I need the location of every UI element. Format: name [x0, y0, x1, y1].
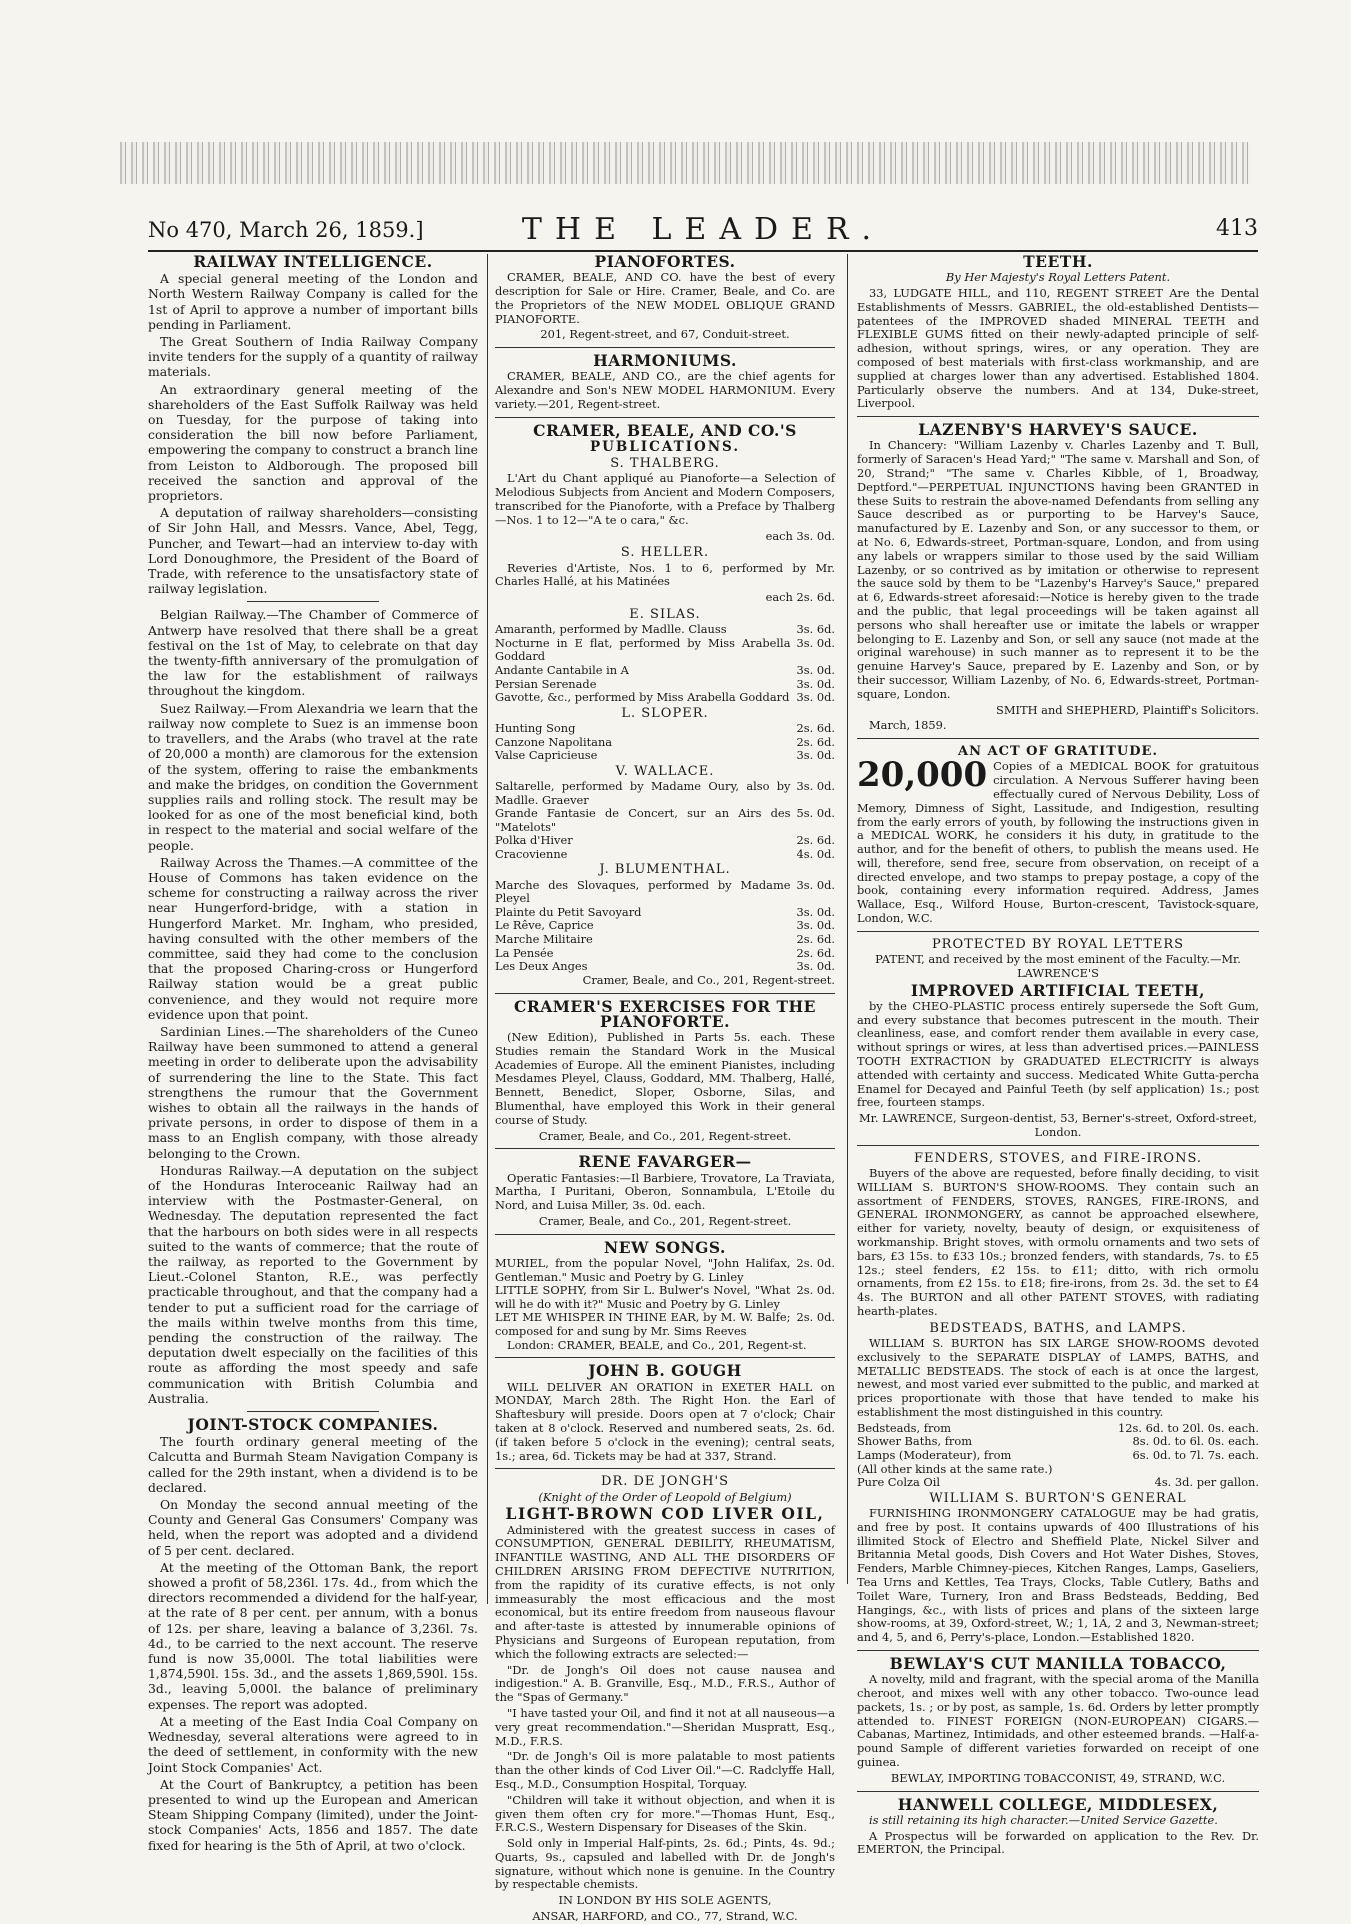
ad-headline: IMPROVED ARTIFICIAL TEETH, [910, 980, 1206, 1000]
newspaper-title: THE LEADER. [521, 212, 885, 247]
item-price: 3s. 0d. [796, 676, 835, 691]
divider [857, 1791, 1259, 1792]
item-price: 2s. 6d. [796, 945, 835, 960]
ad-text: A novelty, mild and fragrant, with the special aroma of the Manilla cheroot, and mixes well with any other tobacco. Two-ounce lead packets, 1s. ; or by post, as sample, 1s. 6d. Orders by letter promptly attended to. FINEST FOREIGN (NON-EUROPEAN) CIGARS.—Cabanas, Martinez, Intimidads, and other esteemed brands. —Half-a-pound Sample of different varieties forwarded on receipt of one guinea. [857, 1672, 1259, 1769]
column-1 [148, 252, 478, 1853]
ad-agents: IN LONDON BY HIS SOLE AGENTS, [558, 1893, 772, 1908]
divider [495, 1468, 835, 1469]
ad-text: Sold only in Imperial Half-pints, 2s. 6d.; Pints, 4s. 9d.; Quarts, 9s., capsuled and labelled with Dr. de Jongh's signature, without which none is genuine. In the Country by respectable chemists. [495, 1836, 835, 1892]
paragraph: At the Court of Bankruptcy, a petition has been presented to wind up the European and American Steam Shipping Company (limited), under the Joint-stock Companies' Acts, 1856 and 1857. The date fixed for hearing is the 5th of April, at two o'clock. [148, 1776, 478, 1853]
testimonial: "I have tasted your Oil, and find it not at all nauseous—a very great recommendation."—Sheridan Muspratt, Esq., M.D., F.R.S. [495, 1705, 835, 1748]
divider [495, 417, 835, 418]
paragraph: On Monday the second annual meeting of the County and General Gas Consumers' Company was held, when the report was adopted and a dividend of 5 per cent. declared. [148, 1497, 478, 1558]
item-price: 6s. 0d. to 7l. 7s. each. [1132, 1447, 1259, 1462]
price: each 2s. 6d. [765, 590, 835, 605]
ad-text: Reveries d'Artiste, Nos. 1 to 6, performed by Mr. Charles Hallé, at his Matinées [495, 560, 835, 589]
ad-text: 33, LUDGATE HILL, and 110, REGENT STREET Are the Dental Establishments of Messrs. GABRIEL, the old-established Dentists—patentees of the IMPROVED shaded MINERAL TEETH and FLEXIBLE GUMS fitted on their newly-adapted principle of self-adhesion, without springs, wires, or any operation. They are composed of best materials with first-class workmanship, and are supplied at charges lower than any advertised. Established 1804. Particularly observe the numbers. And at 134, Duke-street, Liverpool. [857, 286, 1259, 411]
list-item [495, 664, 835, 678]
ad-address: BEWLAY, IMPORTING TOBACCONIST, 49, STRAND, W.C. [890, 1770, 1226, 1785]
list-item [495, 623, 835, 637]
price-list [495, 879, 835, 974]
list-item [495, 834, 835, 848]
ad-title: HARMONIUMS. [593, 351, 737, 371]
ad-text: by the CHEO-PLASTIC process entirely supersede the Soft Gum, and every substance that becomes putrescent in the mouth. Their cleanliness, ease, and comfort render them available in every case, without springs or wires, at less than advertised prices.—PAINLESS TOOTH EXTRACTION by GRADUATED ELECTRICITY is always attended with certainty and success. Medicated White Gutta-percha Enamel for Decayed and Painful Teeth (by self application) 1s.; post free, fourteen stamps. [857, 998, 1259, 1110]
column-divider [487, 254, 488, 1604]
item-name: LET ME WHISPER IN THINE EAR, by M. W. Balfe; composed for and sung by Mr. Sims Reeves [495, 1310, 791, 1338]
item-name: Valse Capricieuse [495, 748, 598, 763]
paragraph: Railway Across the Thames.—A committee of the House of Commons has taken evidence on the scheme for constructing a railway across the river near Hungerford-bridge, with a station in Hungerford Market. Mr. Ingham, who presided, having consulted with the other members of the committee, said they had come to the conclusion that the proposed Charing-cross or Hungerford Railway station would be a great public convenience, and they would not require more evidence upon that point. [148, 854, 478, 1022]
item-name: Les Deux Anges [495, 959, 588, 974]
ad-address: Cramer, Beale, and Co., 201, Regent-street. [538, 1128, 792, 1143]
ad-text [857, 755, 1259, 926]
item-name: Hunting Song [495, 720, 576, 735]
ad-title: FENDERS, STOVES, and FIRE-IRONS. [913, 1150, 1203, 1166]
ad-address: Mr. LAWRENCE, Surgeon-dentist, 53, Berner's-street, Oxford-street, London. [859, 1111, 1257, 1140]
ad-headline: LIGHT-BROWN COD LIVER OIL, [505, 1504, 825, 1524]
ad-text: L'Art du Chant appliqué au Pianoforte—a Selection of Melodious Subjects from Ancient and Modern Composers, transcribed for the Pianoforte, with a Preface by Thalberg—Nos. 1 to 12—"A te o cara," &c. [495, 471, 835, 527]
item-name: Grande Fantasie de Concert, sur an Airs des "Matelots" [495, 806, 791, 834]
paragraph: Honduras Railway.—A deputation on the subject of the Honduras Interoceanic Railway had an interview with the Postmaster-General, on Wednesday. The deputation represented the fact that the harbours on both sides were in all respects suited to the wants of commerce; that the route of the railway, as reported to the Government by Lieut.-Colonel Stanton, R.E., was perfectly practicable throughout, and that the company had a tender to put a sufficient road for the carriage of the mails within twelve months from this time, pending the construction of the railway. The deputation dwelt especially on the facilities of this route as affording the most speedy and safe communication with British Columbia and Australia. [148, 1162, 478, 1406]
ad-number: 20,000 [857, 755, 988, 796]
divider [857, 1650, 1259, 1651]
item-price: 3s. 0d. [796, 778, 835, 793]
paragraph: Sardinian Lines.—The shareholders of the Cuneo Railway have been summoned to attend a general meeting in order to deliberate upon the advisability of surrendering the line to the State. This fact strengthens the rumour that the Government wishes to obtain all the railways in the hands of private persons, in order to dispose of them in a mass to an English company, with those already belonging to the Crown. [148, 1023, 478, 1161]
divider [857, 416, 1259, 417]
divider [247, 1411, 379, 1412]
item-price: 3s. 0d. [796, 877, 835, 892]
composer-name: J. BLUMENTHAL. [599, 862, 731, 878]
list-item [495, 960, 835, 974]
divider [247, 601, 379, 602]
item-name: Cracovienne [495, 846, 568, 861]
item-price: 3s. 0d. [796, 635, 835, 650]
column-3 [857, 252, 1259, 1857]
ad-text: CRAMER, BEALE, AND CO., are the chief agents for Alexandre and Son's NEW MODEL HARMONIUM. Every variety.—201, Regent-street. [495, 369, 835, 411]
item-price: 3s. 6d. [796, 622, 835, 637]
item-price: 5s. 0d. [796, 806, 835, 821]
list-item [495, 678, 835, 692]
scan-noise-band [120, 142, 1250, 184]
ad-text: PATENT, and received by the most eminent of the Faculty.—Mr. LAWRENCE'S [875, 952, 1241, 980]
ad-title: PIANOFORTES. [594, 252, 736, 271]
ad-text: WILLIAM S. BURTON has SIX LARGE SHOW-ROOMS devoted exclusively to the SEPARATE DISPLAY of LAMPS, BATHS, and METALLIC BEDSTEADS. The stock of each is at once the largest, newest, and most varied ever submitted to the public, and marked at prices proportionate with those that have tended to make his establishment the most distinguished in this country. [857, 1336, 1259, 1419]
paragraph: A deputation of railway shareholders—consisting of Sir John Hall, and Messrs. Vance, Abel, Tegg, Puncher, and Tewart—had an interview to-day with Lord Donoughmore, the President of the Board of Trade, with reference to the unsatisfactory state of railway legislation. [148, 505, 478, 597]
ad-subtitle: (Knight of the Order of Leopold of Belgium) [538, 1489, 792, 1504]
divider [857, 738, 1259, 739]
paragraph: The fourth ordinary general meeting of the Calcutta and Burmah Steam Navigation Company is called for the 29th instant, when a dividend is to be declared. [148, 1434, 478, 1495]
ad-text: Administered with the greatest success in cases of CONSUMPTION, GENERAL DEBILITY, RHEUMATISM, INFANTILE WASTING, AND ALL THE DISORDERS OF CHILDREN ARISING FROM DEFECTIVE NUTRITION, from the rapidity of its curative effects, is not only immeasurably the most efficacious and the most economical, but its entire freedom from nauseous flavour and after-taste is attested by innumerable opinions of Physicians and Surgeons of European reputation, from which the following extracts are selected:— [495, 1522, 835, 1661]
price-list [495, 1257, 835, 1339]
list-item [857, 1422, 1259, 1436]
paragraph: At a meeting of the East India Coal Company on Wednesday, several alterations were agreed to in the deed of settlement, in conformity with the new Joint Stock Companies' Act. [148, 1713, 478, 1775]
item-name: Amaranth, performed by Madlle. Clauss [495, 622, 727, 637]
ad-title: JOHN B. GOUGH [588, 1361, 742, 1381]
item-price: 3s. 0d. [796, 690, 835, 705]
item-price: 8s. 0d. to 6l. 0s. each. [1132, 1434, 1259, 1449]
list-item [495, 691, 835, 705]
item-name: La Pensée [495, 945, 554, 960]
item-name: Saltarelle, performed by Madame Oury, also by Madlle. Graever [495, 778, 791, 807]
paragraph: A special general meeting of the London and North Western Railway Company is called for the 1st of April to approve a number of important bills pending in Parliament. [148, 271, 478, 332]
item-price: 3s. 0d. [796, 904, 835, 919]
item-price: 2s. 6d. [796, 720, 835, 735]
price-list [495, 722, 835, 763]
column-divider [847, 254, 848, 1584]
item-price: 3s. 0d. [796, 959, 835, 974]
section-title: JOINT-STOCK COMPANIES. [187, 1415, 439, 1435]
composer-name: V. WALLACE. [615, 763, 715, 779]
ad-address: 201, Regent-street, and 67, Conduit-street. [540, 327, 790, 342]
ad-text: (New Edition), Published in Parts 5s. each. These Studies remain the Standard Work in the Musical Academies of Europe. All the eminent Pianistes, including Mesdames Pleyel, Clauss, Goddard, MM. Thalberg, Hallé, Bennett, Benedict, Sloper, Osborne, Silas, and Blumenthal, have employed this Work in their general course of Study. [495, 1030, 835, 1127]
ad-title: HANWELL COLLEGE, MIDDLESEX, [897, 1794, 1219, 1814]
ad-text: A Prospectus will be forwarded on application to the Rev. Dr. EMERTON, the Principal. [857, 1828, 1259, 1857]
list-item [495, 722, 835, 736]
item-price: 3s. 0d. [796, 662, 835, 677]
item-price: 4s. 3d. per gallon. [1154, 1475, 1259, 1490]
composer-name: S. HELLER. [620, 545, 710, 561]
ad-address: ANSAR, HARFORD, and CO., 77, Strand, W.C. [532, 1909, 798, 1924]
ad-text: WILL DELIVER AN ORATION in EXETER HALL on MONDAY, March 28th. The Right Hon. the Earl of Shaftesbury will preside. Doors open at 7 o'clock; Chair taken at 8 o'clock. Reserved and numbered seats, 2s. 6d. (if taken before 5 o'clock in the evening); central seats, 1s.; area, 6d. Tickets may be had at 337, Strand. [495, 1379, 835, 1463]
list-item [495, 736, 835, 750]
list-item [857, 1449, 1259, 1463]
list-item [495, 919, 835, 933]
page-number: 413 [1216, 216, 1258, 241]
item-price: 2s. 6d. [796, 932, 835, 947]
testimonial: "Children will take it without objection, and when it is given them often cry for more."—Thomas Hunt, Esq., F.R.C.S., Western Dispensary for Diseases of the Skin. [495, 1792, 835, 1835]
item-name: MURIEL, from the popular Novel, "John Halifax, Gentleman." Music and Poetry by G. Linley [495, 1256, 791, 1284]
ad-text: FURNISHING IRONMONGERY CATALOGUE may be had gratis, and free by post. It contains upwards of 400 Illustrations of his illimited Stock of Electro and Sheffield Plate, Nickel Silver and Britannia Metal goods, Dish Covers and Hot Water Dishes, Stoves, Fenders, Marble Chimney-pieces, Kitchen Ranges, Lamps, Gaseliers, Tea Urns and Kettles, Tea Trays, Clocks, Table Cutlery, Baths and Toilet Ware, Turnery, Iron and Brass Bedsteads, Bedding, Bed Hangings, &c., with lists of prices and plans of the sixteen large show-rooms, at 39, Oxford-street, W.; 1, 1A, 2 and 3, Newman-street; and 4, 5, and 6, Perry's-place, London.—Established 1820. [857, 1505, 1259, 1645]
item-name: Plainte du Petit Savoyard [495, 904, 642, 919]
issue-date: No 470, March 26, 1859.] [148, 218, 424, 242]
list-item [495, 947, 835, 961]
paragraph: Belgian Railway.—The Chamber of Commerce of Antwerp have resolved that there shall be a great festival on the 1st of May, to celebrate on that day the twenty-fifth anniversary of the promulgation of the law for the establishment of railways throughout the kingdom. [148, 607, 478, 699]
ad-address: Cramer, Beale, and Co., 201, Regent-street. [538, 1214, 792, 1229]
masthead [148, 212, 1258, 248]
list-item [495, 906, 835, 920]
ad-date: March, 1859. [869, 718, 947, 733]
item-name: Shower Baths, from [857, 1434, 973, 1449]
item-name: Nocturne in E flat, performed by Miss Arabella Goddard [495, 635, 791, 664]
ad-text: Buyers of the above are requested, before finally deciding, to visit WILLIAM S. BURTON'S SHOW-ROOMS. They contain such an assortment of FENDERS, STOVES, RANGES, FIRE-IRONS, and GENERAL IRONMONGERY, as cannot be approached elsewhere, either for variety, novelty, beauty of design, or exquisiteness of workmanship. Bright stoves, with ormolu ornaments and two sets of bars, £3 15s. to £33 10s.; bronzed fenders, with standards, 7s. to £5 12s.; steel fenders, £2 15s. to £11; ditto, with rich ormolu ornaments, from £2 15s. to £18; fire-irons, from 2s. 3d. the set to £4 4s. The BURTON and all other PATENT STOVES, with radiating hearth-plates. [857, 1166, 1259, 1319]
item-name: Gavotte, &c., performed by Miss Arabella Goddard [495, 690, 790, 705]
item-price: 2s. 0d. [796, 1310, 835, 1325]
list-item [857, 1463, 1259, 1477]
item-name: Canzone Napolitana [495, 734, 613, 749]
ad-address: London: CRAMER, BEALE, and Co., 201, Regent-st. [507, 1337, 807, 1352]
item-price: 2s. 6d. [796, 734, 835, 749]
list-item [495, 807, 835, 834]
item-name: LITTLE SOPHY, from Sir L. Bulwer's Novel, "What will he do with it?" Music and Poetry by G. Linley [495, 1283, 791, 1311]
divider [495, 993, 835, 994]
ad-title: BEDSTEADS, BATHS, and LAMPS. [929, 1320, 1187, 1336]
list-item [495, 1284, 835, 1311]
ad-title: DR. DE JONGH'S [601, 1474, 729, 1490]
ad-title: CRAMER, BEALE, AND CO.'S [533, 420, 797, 440]
item-name: Polka d'Hiver [495, 833, 573, 848]
divider [495, 1234, 835, 1235]
list-item [495, 1311, 835, 1338]
list-item [495, 780, 835, 807]
item-name: Andante Cantabile in A [495, 662, 629, 677]
composer-name: E. SILAS. [629, 606, 701, 622]
price-list [495, 623, 835, 705]
list-item [495, 1257, 835, 1284]
item-name: Marche Militaire [495, 932, 593, 947]
composer-name: S. THALBERG. [610, 456, 720, 472]
item-price: 2s. 0d. [796, 1256, 835, 1271]
item-price: 2s. 0d. [796, 1283, 835, 1298]
item-price: 3s. 0d. [796, 918, 835, 933]
price-list [857, 1422, 1259, 1490]
item-name: Le Rêve, Caprice [495, 918, 594, 933]
ad-title: WILLIAM S. BURTON'S GENERAL [929, 1490, 1187, 1506]
item-name: Marche des Slovaques, performed by Madame Pleyel [495, 877, 791, 906]
item-price: 2s. 6d. [796, 833, 835, 848]
ad-address: Cramer, Beale, and Co., 201, Regent-street. [582, 972, 835, 987]
paragraph: Suez Railway.—From Alexandria we learn that the railway now complete to Suez is an immense boon to travellers, and the Arabs (who travel at the rate of 20,000 a month) are clamorous for the extension of the system, offering to raise the embankments and make the bridges, on condition the Government supplies rails and rolling stock. The result may be looked for as one of the most beneficial kind, both in respect to the material and social welfare of the people. [148, 700, 478, 853]
ad-title: RENE FAVARGER— [578, 1152, 752, 1172]
list-item [857, 1435, 1259, 1449]
ad-text: In Chancery: "William Lazenby v. Charles Lazenby and T. Bull, formerly of Saracen's Head Yard;" "The same v. Marshall and Son, of 20, Strand;" "The same v. Charles Kibble, of 1, Broadway, Deptford."—PERPETUAL INJUNCTIONS having been GRANTED in these Suits to restrain the above-named Defendants from selling any Sauce described as or purporting to be Harvey's Sauce, manufactured by E. Lazenby and Son, or any successor to them, or at No. 6, Edwards-street, Portman-square, London, and from using any labels or wrappers similar to those used by the said William Lazenby, or so contrived as by imitation or otherwise to represent the sauce sold by them to be "Lazenby's Harvey's Sauce," prepared at 6, Edwards-street aforesaid:—Notice is hereby given to the trade and the public, that legal proceedings will be taken against all persons who shall hereafter use or imitate the labels or wrapper belonging to E. Lazenby and Son, or sell any sauce (not made at the original warehouse) in such manner as to represent it to be the genuine Harvey's Sauce, prepared by E. Lazenby and Son, or by their successor, William Lazenby, of No. 6, Edwards-street, Portman-square, London. [857, 438, 1259, 701]
list-item [495, 848, 835, 862]
list-item [857, 1476, 1259, 1490]
ad-title: PROTECTED BY ROYAL LETTERS [931, 936, 1185, 952]
item-name: (All other kinds at the same rate.) [857, 1461, 1053, 1476]
testimonial: "Dr. de Jongh's Oil is more palatable to most patients than the other kinds of Cod Liver Oil."—C. Radclyffe Hall, Esq., M.D., Consumption Hospital, Torquay. [495, 1749, 835, 1791]
price-list [495, 780, 835, 862]
composer-name: L. SLOPER. [621, 705, 709, 721]
list-item [495, 879, 835, 906]
ad-text: CRAMER, BEALE, AND CO. have the best of every description for Sale or Hire. Cramer, Beale, and Co. are the Proprietors of the NEW MODEL OBLIQUE GRAND PIANOFORTE. [495, 270, 835, 326]
item-name: Persian Serenade [495, 676, 597, 691]
divider [495, 347, 835, 348]
ad-title: BEWLAY'S CUT MANILLA TOBACCO, [889, 1653, 1227, 1673]
column-2 [495, 252, 835, 1924]
list-item [495, 933, 835, 947]
ad-signature: SMITH and SHEPHERD, Plaintiff's Solicitors. [996, 702, 1259, 717]
ad-text: Copies of a MEDICAL BOOK for gratuitous circulation. A Nervous Sufferer having been effectually cured of Nervous Debility, Loss of Memory, Dimness of Sight, Lassitude, and Indigestion, resulting from the early errors of youth, by following the instructions given in a MEDICAL WORK, he considers it his duty, in gratitude to the author, and for the benefit of others, to publish the means used. He will, therefore, send free, secure from observation, on receipt of a directed envelope, and two stamps to prepay postage, a copy of the book, containing every information required. Address, James Wallace, Esq., Wilford House, Burton-crescent, Tavistock-square, London, W.C. [857, 759, 1259, 926]
ad-title: NEW SONGS. [604, 1237, 726, 1257]
ad-subtitle: PUBLICATIONS. [589, 438, 741, 455]
ad-subtitle: By Her Majesty's Royal Letters Patent. [945, 270, 1171, 285]
ad-title: CRAMER'S EXERCISES FOR THE PIANOFORTE. [514, 996, 816, 1031]
list-item [495, 749, 835, 763]
paragraph: An extraordinary general meeting of the shareholders of the East Suffolk Railway was held on Tuesday, for the purpose of taking into consideration the bill now before Parliament, empowering the company to construct a branch line from Leiston to Aldborough. The proposed bill received the sanction and approval of the proprietors. [148, 381, 478, 504]
ad-text: is still retaining its high character.—United Service Gazette. [869, 1812, 1218, 1827]
ad-title: LAZENBY'S HARVEY'S SAUCE. [918, 420, 1198, 440]
divider [857, 931, 1259, 932]
divider [495, 1357, 835, 1358]
item-name: Bedsteads, from [857, 1420, 952, 1435]
testimonial: "Dr. de Jongh's Oil does not cause nausea and indigestion." A. B. Granville, Esq., M.D., F.R.S., Author of the "Spas of Germany." [495, 1662, 835, 1705]
price: each 3s. 0d. [765, 528, 835, 543]
ad-title: TEETH. [1023, 252, 1093, 271]
list-item [495, 637, 835, 664]
item-name: Lamps (Moderateur), from [857, 1447, 1012, 1462]
section-title: RAILWAY INTELLIGENCE. [193, 252, 433, 271]
item-price: 3s. 0d. [796, 748, 835, 763]
divider [495, 1148, 835, 1149]
item-price: 12s. 6d. to 20l. 0s. each. [1118, 1420, 1259, 1435]
item-price: 4s. 0d. [796, 846, 835, 861]
paragraph: The Great Southern of India Railway Company invite tenders for the supply of a quantity of railway materials. [148, 334, 478, 380]
ad-text: Operatic Fantasies:—Il Barbiere, Trovatore, La Traviata, Martha, I Puritani, Oberon, Sonnambula, L'Etoile du Nord, and Luisa Miller, 3s. 0d. each. [495, 1170, 835, 1213]
item-name: Pure Colza Oil [857, 1475, 941, 1490]
paragraph: At the meeting of the Ottoman Bank, the report showed a profit of 58,236l. 17s. 4d., from which the directors recommended a dividend for the half-year, at the rate of 8 per cent. per annum, with a bonus of 12s. per share, leaving a balance of 3,236l. 7s. 4d., to be carried to the next account. The reserve fund is now 35,000l. The total liabilities were 1,874,590l. 15s. 3d., and the assets 1,869,590l. 15s. 3d., leaving 5,000l. the balance of preliminary expenses. The report was adopted. [148, 1559, 478, 1712]
divider [857, 1145, 1259, 1146]
ad-title: AN ACT OF GRATITUDE. [958, 744, 1158, 760]
